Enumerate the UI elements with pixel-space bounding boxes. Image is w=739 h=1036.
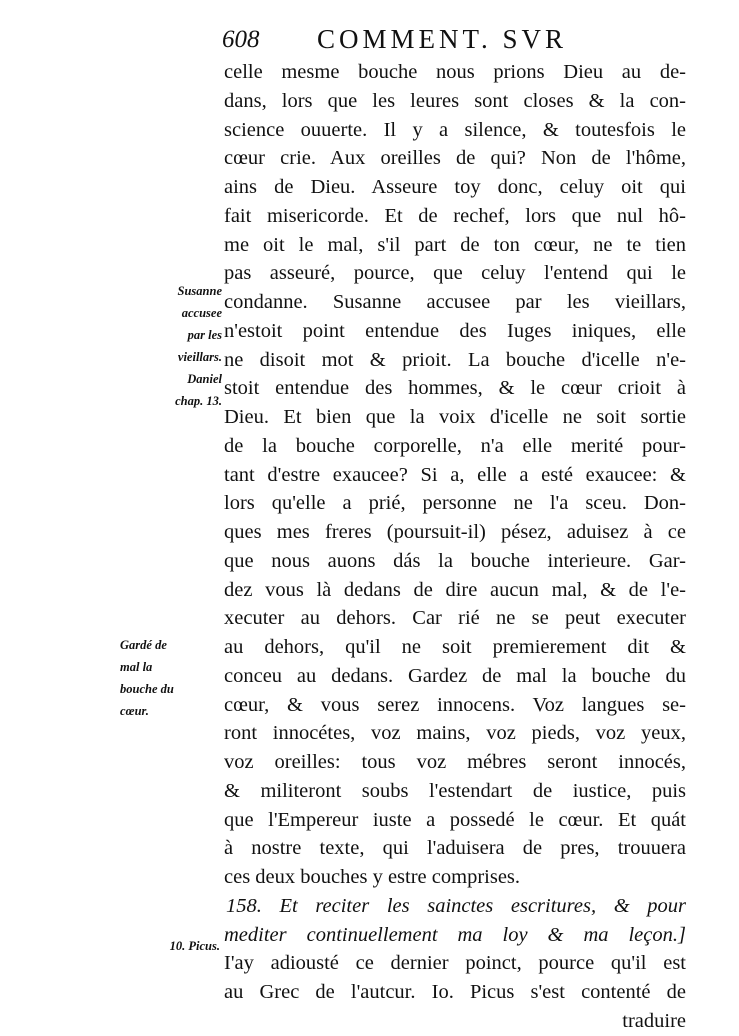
text-line: I'ay adiousté ce dernier poinct, pource qu'il est bbox=[224, 952, 686, 975]
text-line: condanne. Susanne accusee par les vieillars, bbox=[224, 291, 686, 313]
text-line: ques mes freres (poursuit-il) pésez, aduisez à ce bbox=[224, 521, 686, 543]
text-line: dez vous là dedans de dire aucun mal, & de l'e- bbox=[224, 578, 686, 601]
margin-note-line: 10. Picus. bbox=[169, 939, 220, 953]
margin-note-line: chap. 13. bbox=[175, 394, 222, 408]
text-line: celle mesme bouche nous prions Dieu au de- bbox=[224, 61, 686, 83]
text-line: dans, lors que les leures sont closes & la con- bbox=[224, 89, 686, 112]
text-line: ne disoit mot & prioit. La bouche d'icelle n'e- bbox=[224, 348, 686, 371]
margin-note-picus bbox=[120, 935, 220, 957]
margin-note-line: bouche du bbox=[120, 682, 174, 696]
margin-note-line: Gardé de bbox=[120, 638, 167, 652]
margin-note-susanne bbox=[120, 280, 222, 412]
margin-note-line: mal la bbox=[120, 660, 153, 674]
text-line: cœur crie. Aux oreilles de qui? Non de l'hôme, bbox=[224, 147, 686, 170]
text-line: science ouuerte. Il y a silence, & toutesfois le bbox=[224, 118, 686, 141]
page-number: 608 bbox=[222, 26, 260, 53]
text-line: Dieu. Et bien que la voix d'icelle ne soit sortie bbox=[224, 406, 686, 428]
text-line: ains de Dieu. Asseure toy donc, celuy oit qui bbox=[224, 176, 686, 198]
text-line: au Grec de l'autcur. Io. Picus s'est contenté de bbox=[224, 981, 686, 1003]
text-line: pas asseuré, pource, que celuy l'entend qui le bbox=[224, 262, 686, 285]
margin-notes bbox=[0, 0, 230, 1024]
text-line: cœur, & vous serez innocens. Voz langues se- bbox=[224, 693, 686, 716]
margin-note-line: accusee bbox=[181, 306, 222, 320]
text-line: tant d'estre exaucee? Si a, elle a esté exaucee: & bbox=[224, 463, 686, 486]
main-text-block bbox=[224, 58, 686, 1036]
margin-note-line: Susanne bbox=[177, 284, 222, 298]
text-line: conceu au dedans. Gardez de mal la bouche du bbox=[224, 664, 686, 687]
text-line: me oit le mal, s'il part de ton cœur, ne te tien bbox=[224, 233, 686, 256]
margin-note-line: Daniel bbox=[187, 372, 222, 386]
running-head: COMMENT. SVR bbox=[317, 24, 568, 54]
text-line: lors qu'elle a prié, personne ne l'a sceu. Don- bbox=[224, 492, 686, 515]
page-header bbox=[222, 22, 692, 58]
text-line: de la bouche corporelle, n'a elle merité pour- bbox=[224, 434, 686, 457]
text-line: xecuter au dehors. Car rié ne se peut executer bbox=[224, 607, 686, 630]
text-line: que l'Empereur iuste a possedé le cœur. Et quát bbox=[224, 808, 686, 831]
text-line: au dehors, qu'il ne soit premierement dit & bbox=[224, 636, 686, 658]
margin-note-line: vieillars. bbox=[177, 350, 222, 364]
text-line: & militeront soubs l'estendart de iustice, puis bbox=[224, 779, 686, 802]
margin-note-line: cœur. bbox=[120, 704, 149, 718]
text-line: n'estoit point entendue des Iuges iniques, elle bbox=[224, 319, 686, 342]
text-line: que nous auons dás la bouche interieure. Gar- bbox=[224, 549, 686, 572]
catchword: traduire bbox=[622, 1009, 686, 1032]
verse-line: 158. Et reciter les sainctes escritures, & pour bbox=[226, 894, 686, 917]
text-line: ront innocétes, voz mains, voz pieds, voz yeux, bbox=[224, 722, 686, 745]
text-line: à nostre texte, qui l'aduisera de pres, trouuera bbox=[224, 837, 686, 860]
text-line: ces deux bouches y estre comprises. bbox=[224, 866, 521, 888]
margin-note-gardez bbox=[120, 634, 220, 722]
margin-note-line: par les bbox=[187, 328, 222, 342]
text-line: stoit entendue des hommes, & le cœur crioit à bbox=[224, 377, 686, 400]
text-line: voz oreilles: tous voz mébres seront innocés, bbox=[224, 751, 686, 773]
text-line: fait misericorde. Et de rechef, lors que nul hô- bbox=[224, 204, 686, 227]
verse-line: mediter continuellement ma loy & ma leçon.] bbox=[224, 923, 686, 946]
